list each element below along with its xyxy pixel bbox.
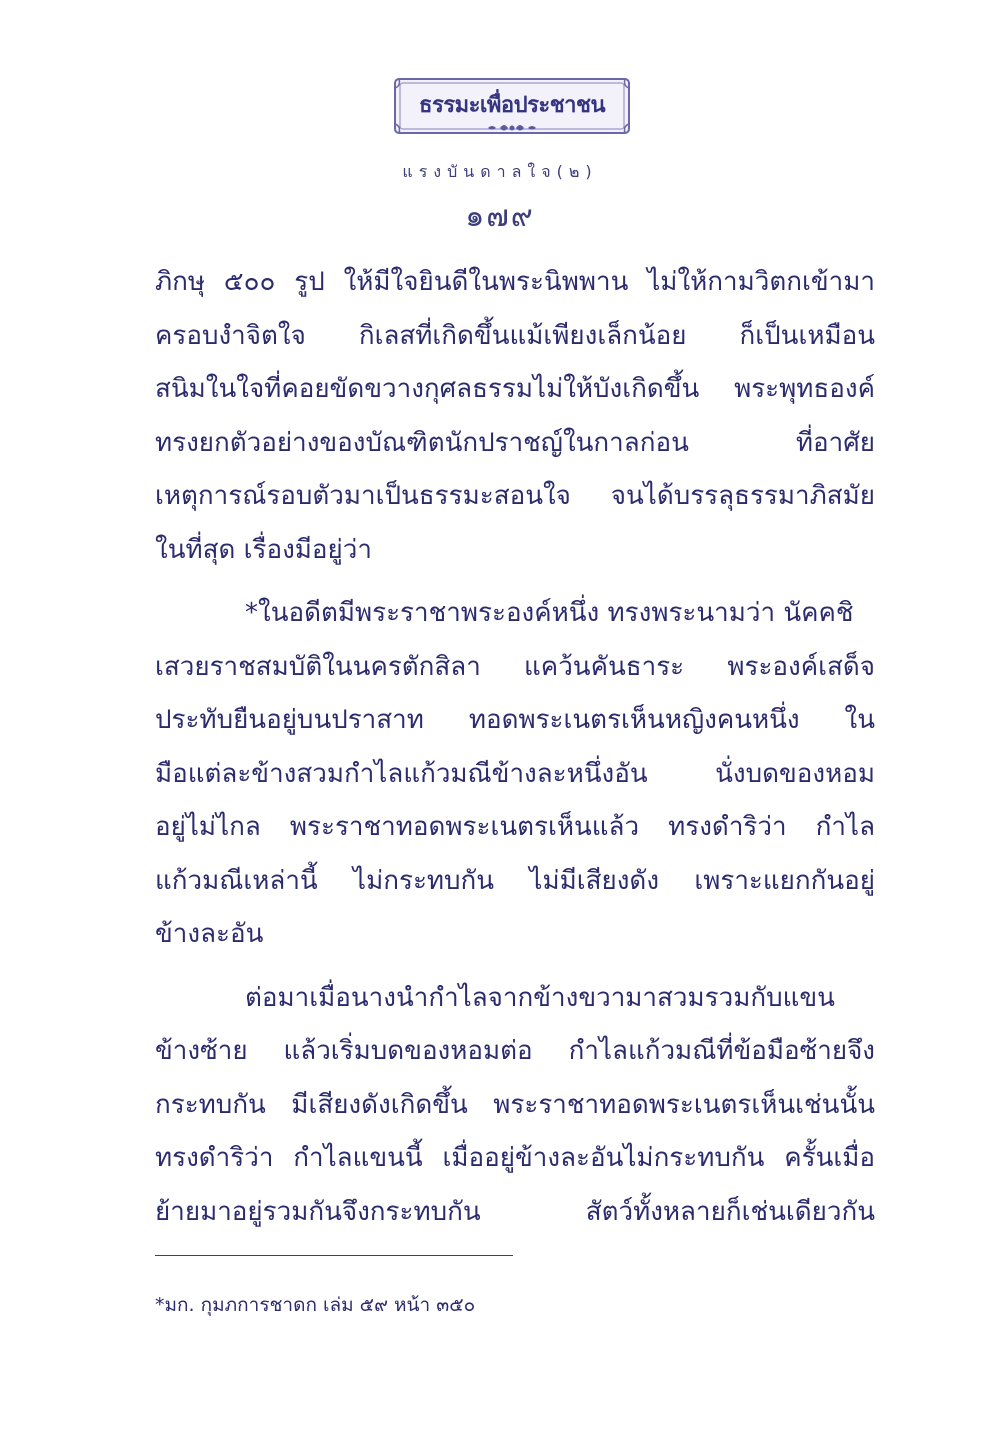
text-line: ข้างละอัน <box>155 919 264 949</box>
text-line: *ในอดีตมีพระราชาพระองค์หนึ่ง ทรงพระนามว่า นัคคชิ <box>245 598 854 628</box>
text-line: ย้ายมาอยู่รวมกันจึงกระทบกัน สัตว์ทั้งหลายก็เช่นเดียวกัน <box>155 1196 875 1227</box>
text-line: ภิกษุ ๕๐๐ รูป ให้มีใจยินดีในพระนิพพาน ไม่ให้กามวิตกเข้ามา <box>155 267 875 297</box>
logo-title: ธรรมะเพื่อประชาชน <box>419 93 605 118</box>
body-text <box>155 256 875 1239</box>
text-line: แก้วมณีเหล่านี้ ไม่กระทบกัน ไม่มีเสียงดัง เพราะแยกกันอยู่ <box>155 865 875 896</box>
text-line: ทรงยกตัวอย่างของบัณฑิตนักปราชญ์ในกาลก่อน ที่อาศัย <box>155 427 875 458</box>
text-line: ต่อมาเมื่อนางนำกำไลจากข้างขวามาสวมรวมกับแขน <box>245 982 835 1013</box>
footnote: *มก. กุมภการชาดก เล่ม ๕๙ หน้า ๓๕๐ <box>155 1294 476 1316</box>
book-subtitle: แรงบันดาลใจ(๒) <box>402 162 598 181</box>
page-number: ๑๗๙ <box>465 199 535 234</box>
text-line: ทรงดำริว่า กำไลแขนนี้ เมื่ออยู่ข้างละอันไม่กระทบกัน ครั้นเมื่อ <box>155 1143 875 1173</box>
text-line: สนิมในใจที่คอยขัดขวางกุศลธรรมไม่ให้บังเกิดขึ้น พระพุทธองค์ <box>155 374 875 404</box>
text-line: มือแต่ละข้างสวมกำไลแก้วมณีข้างละหนึ่งอัน นั่งบดของหอม <box>155 758 875 789</box>
text-line: เหตุการณ์รอบตัวมาเป็นธรรมะสอนใจ จนได้บรรลุธรรมาภิสมัย <box>155 481 875 511</box>
header-logo <box>392 76 632 146</box>
text-line: ครอบงำจิตใจ กิเลสที่เกิดขึ้นแม้เพียงเล็กน้อย ก็เป็นเหมือน <box>155 320 875 351</box>
footnote-divider <box>155 1255 513 1256</box>
text-line: กระทบกัน มีเสียงดังเกิดขึ้น พระราชาทอดพระเนตรเห็นเช่นนั้น <box>155 1089 875 1120</box>
text-line: ในที่สุด เรื่องมีอยู่ว่า <box>155 534 372 565</box>
text-line: ข้างซ้าย แล้วเริ่มบดของหอมต่อ กำไลแก้วมณีที่ข้อมือซ้ายจึง <box>155 1036 875 1066</box>
text-line: ประทับยืนอยู่บนปราสาท ทอดพระเนตรเห็นหญิงคนหนึ่ง ใน <box>155 705 875 735</box>
paragraph-1 <box>155 256 875 577</box>
text-line: อยู่ไม่ไกล พระราชาทอดพระเนตรเห็นแล้ว ทรงดำริว่า กำไล <box>155 812 875 842</box>
paragraph-2 <box>155 587 875 962</box>
paragraph-3 <box>155 972 875 1240</box>
text-line: เสวยราชสมบัติในนครตักสิลา แคว้นคันธาระ พระองค์เสด็จ <box>155 651 875 682</box>
